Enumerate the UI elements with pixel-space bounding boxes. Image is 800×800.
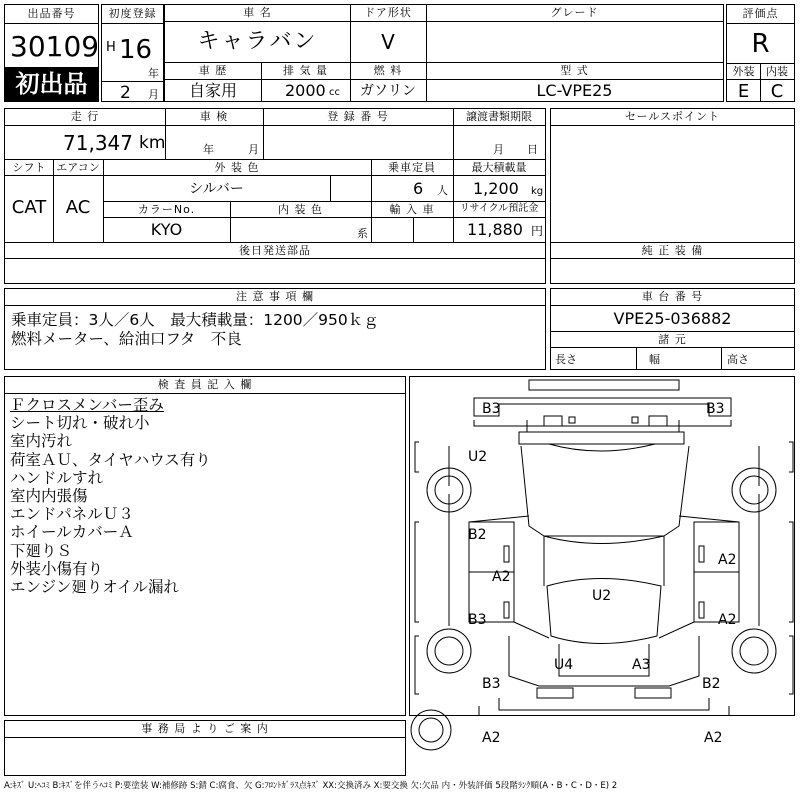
grade-label: グレード bbox=[550, 6, 599, 19]
length-label: 長さ bbox=[555, 353, 577, 366]
year-number: 16 bbox=[119, 35, 153, 65]
damage-mark: A2 bbox=[718, 552, 737, 568]
damage-mark: B3 bbox=[482, 401, 501, 417]
caution-box bbox=[4, 288, 546, 370]
sales-point-label: セールスポイント bbox=[624, 110, 720, 123]
score-box bbox=[726, 4, 795, 102]
mileage-label: 走 行 bbox=[70, 110, 100, 123]
fuel-label: 燃 料 bbox=[373, 64, 403, 77]
inspector-note-item: 室内内張傷 bbox=[10, 487, 88, 505]
damage-mark: A2 bbox=[492, 569, 511, 585]
later-parts-label: 後日発送部品 bbox=[239, 244, 311, 257]
history-label: 車 歴 bbox=[198, 64, 228, 77]
inspector-note-item: 外装小傷有り bbox=[10, 559, 104, 578]
car-name: キャラバン bbox=[197, 29, 318, 54]
chassis-number-label: 車 台 番 号 bbox=[641, 290, 704, 303]
damage-mark: B3 bbox=[482, 676, 501, 692]
month-number: 2 bbox=[120, 83, 131, 103]
specs-label: 諸 元 bbox=[658, 333, 687, 346]
car-name-label: 車 名 bbox=[243, 6, 272, 19]
exterior-color-label: 外 装 色 bbox=[214, 161, 260, 174]
model: LC-VPE25 bbox=[536, 81, 613, 100]
legend: A:ｷｽﾞ U:ﾍｺﾐ B:ｷｽﾞを伴うﾍｺﾐ P:要塗装 W:補修跡 S:錆 C:腐食、欠 G:ﾌﾛﾝﾄｶﾞﾗｽ点ｷｽﾞ XX:交換済み X:要交換 欠:欠品 内・外装評価 5段階ﾗﾝｸ順(A・B・C・D・E) 2 bbox=[4, 781, 618, 791]
score: R bbox=[751, 29, 770, 59]
inspector-note-item: 室内汚れ bbox=[10, 432, 73, 451]
listing-number-box bbox=[4, 4, 99, 102]
max-load: 1,200 bbox=[473, 179, 519, 198]
inspection-label: 車 検 bbox=[199, 110, 229, 123]
height-label: 高さ bbox=[727, 353, 749, 366]
transfer-day: 日 bbox=[527, 143, 538, 156]
door-type: V bbox=[381, 30, 395, 54]
interior-score: C bbox=[770, 81, 784, 102]
displacement-label: 排 気 量 bbox=[283, 64, 328, 77]
capacity-unit: 人 bbox=[437, 184, 448, 197]
damage-mark: B2 bbox=[702, 676, 721, 692]
capacity: 6 bbox=[413, 179, 424, 198]
damage-mark: A2 bbox=[718, 612, 737, 628]
score-label: 評価点 bbox=[742, 7, 779, 20]
inspector-label: 検 査 員 記 入 欄 bbox=[157, 378, 253, 391]
fuel: ガソリン bbox=[360, 83, 416, 99]
chassis-box bbox=[550, 288, 795, 370]
color-number: KYO bbox=[150, 220, 183, 239]
exterior-score: E bbox=[737, 81, 750, 102]
listing-number: 30109 bbox=[10, 30, 100, 63]
spare-tire bbox=[409, 700, 469, 760]
aircon: AC bbox=[65, 197, 91, 218]
aircon-label: エアコン bbox=[56, 161, 100, 174]
shift: CAT bbox=[11, 197, 47, 218]
details-grid bbox=[4, 108, 546, 284]
vehicle-damage-diagram bbox=[409, 376, 795, 716]
inspector-note-item: エンジン廻りオイル漏れ bbox=[10, 578, 179, 596]
inspector-note-item: 荷室ＡＵ、タイヤハウス有り bbox=[10, 450, 211, 469]
inspection-month-unit: 月 bbox=[248, 143, 259, 156]
max-load-label: 最大積載量 bbox=[471, 161, 527, 174]
damage-mark: A3 bbox=[632, 657, 651, 673]
damage-mark: U2 bbox=[592, 588, 612, 604]
damage-mark: A2 bbox=[704, 730, 723, 746]
first-registration-box bbox=[101, 4, 164, 102]
inspector-note-item: ハンドルすれ bbox=[10, 468, 104, 487]
era: H bbox=[106, 40, 116, 55]
recycle-deposit: 11,880 bbox=[467, 220, 523, 239]
interior-color-label: 内 装 色 bbox=[278, 203, 323, 216]
caution-line-2: 燃料メーター、給油口フタ 不良 bbox=[11, 330, 242, 348]
caution-label: 注 意 事 項 欄 bbox=[236, 290, 314, 303]
model-label: 型 式 bbox=[560, 64, 589, 77]
damage-mark: B2 bbox=[468, 527, 487, 543]
exterior-label: 外装 bbox=[732, 65, 755, 78]
chassis-number: VPE25-036882 bbox=[613, 309, 732, 328]
transfer-deadline-label: 譲渡書類期限 bbox=[466, 110, 532, 123]
shift-label: シフト bbox=[12, 161, 46, 174]
office-notice-label: 事 務 局 よ り ご 案 内 bbox=[141, 722, 269, 735]
exterior-color: シルバー bbox=[189, 181, 244, 197]
inspection-year-unit: 年 bbox=[203, 143, 214, 156]
width-label: 幅 bbox=[649, 353, 660, 366]
registration-number-label: 登 録 番 号 bbox=[327, 110, 389, 123]
mileage: 71,347 bbox=[63, 131, 133, 155]
damage-mark: U2 bbox=[468, 449, 488, 465]
inspector-note-item: Ｆクロスメンバー歪み bbox=[10, 396, 164, 414]
first-registration-label: 初度登録 bbox=[108, 7, 157, 20]
displacement: 2000 bbox=[285, 81, 326, 100]
mileage-unit: km bbox=[139, 133, 166, 153]
first-listing-badge-text: 初出品 bbox=[15, 70, 88, 98]
damage-mark: A2 bbox=[482, 730, 501, 746]
damage-mark: B3 bbox=[468, 612, 487, 628]
interior-color-unit: 系 bbox=[357, 227, 368, 240]
office-notice-box bbox=[4, 720, 406, 776]
month-unit: 月 bbox=[148, 88, 159, 101]
damage-mark: B3 bbox=[706, 401, 725, 417]
inspector-note-item: シート切れ・破れ小 bbox=[10, 414, 150, 433]
inspector-note-item: ホイールカバーＡ bbox=[10, 523, 134, 542]
door-label: ドア形状 bbox=[364, 6, 412, 19]
history: 自家用 bbox=[188, 81, 237, 100]
damage-mark: U4 bbox=[554, 657, 574, 673]
inspector-note-item: 下廻りＳ bbox=[10, 541, 73, 560]
caution-line-1: 乗車定員：3人／6人 最大積載量：1200／950ｋｇ bbox=[11, 311, 379, 329]
capacity-label: 乗車定員 bbox=[388, 161, 436, 174]
listing-number-label: 出品番号 bbox=[27, 7, 76, 20]
sales-point-box bbox=[550, 108, 795, 284]
genuine-equipment-label: 純 正 装 備 bbox=[641, 244, 704, 257]
recycle-deposit-unit: 円 bbox=[531, 224, 544, 238]
recycle-deposit-label: リサイクル預託金 bbox=[459, 203, 539, 214]
interior-label: 内装 bbox=[766, 65, 788, 78]
transfer-month: 月 bbox=[493, 143, 504, 156]
inspector-note-item: エンドパネルＵ３ bbox=[10, 505, 134, 524]
vehicle-info-grid bbox=[164, 4, 724, 102]
import-label: 輸 入 車 bbox=[389, 203, 435, 216]
year-unit: 年 bbox=[148, 67, 159, 80]
color-number-label: カラーNo. bbox=[137, 203, 196, 216]
displacement-unit: cc bbox=[329, 87, 340, 98]
max-load-unit: kg bbox=[531, 186, 544, 197]
